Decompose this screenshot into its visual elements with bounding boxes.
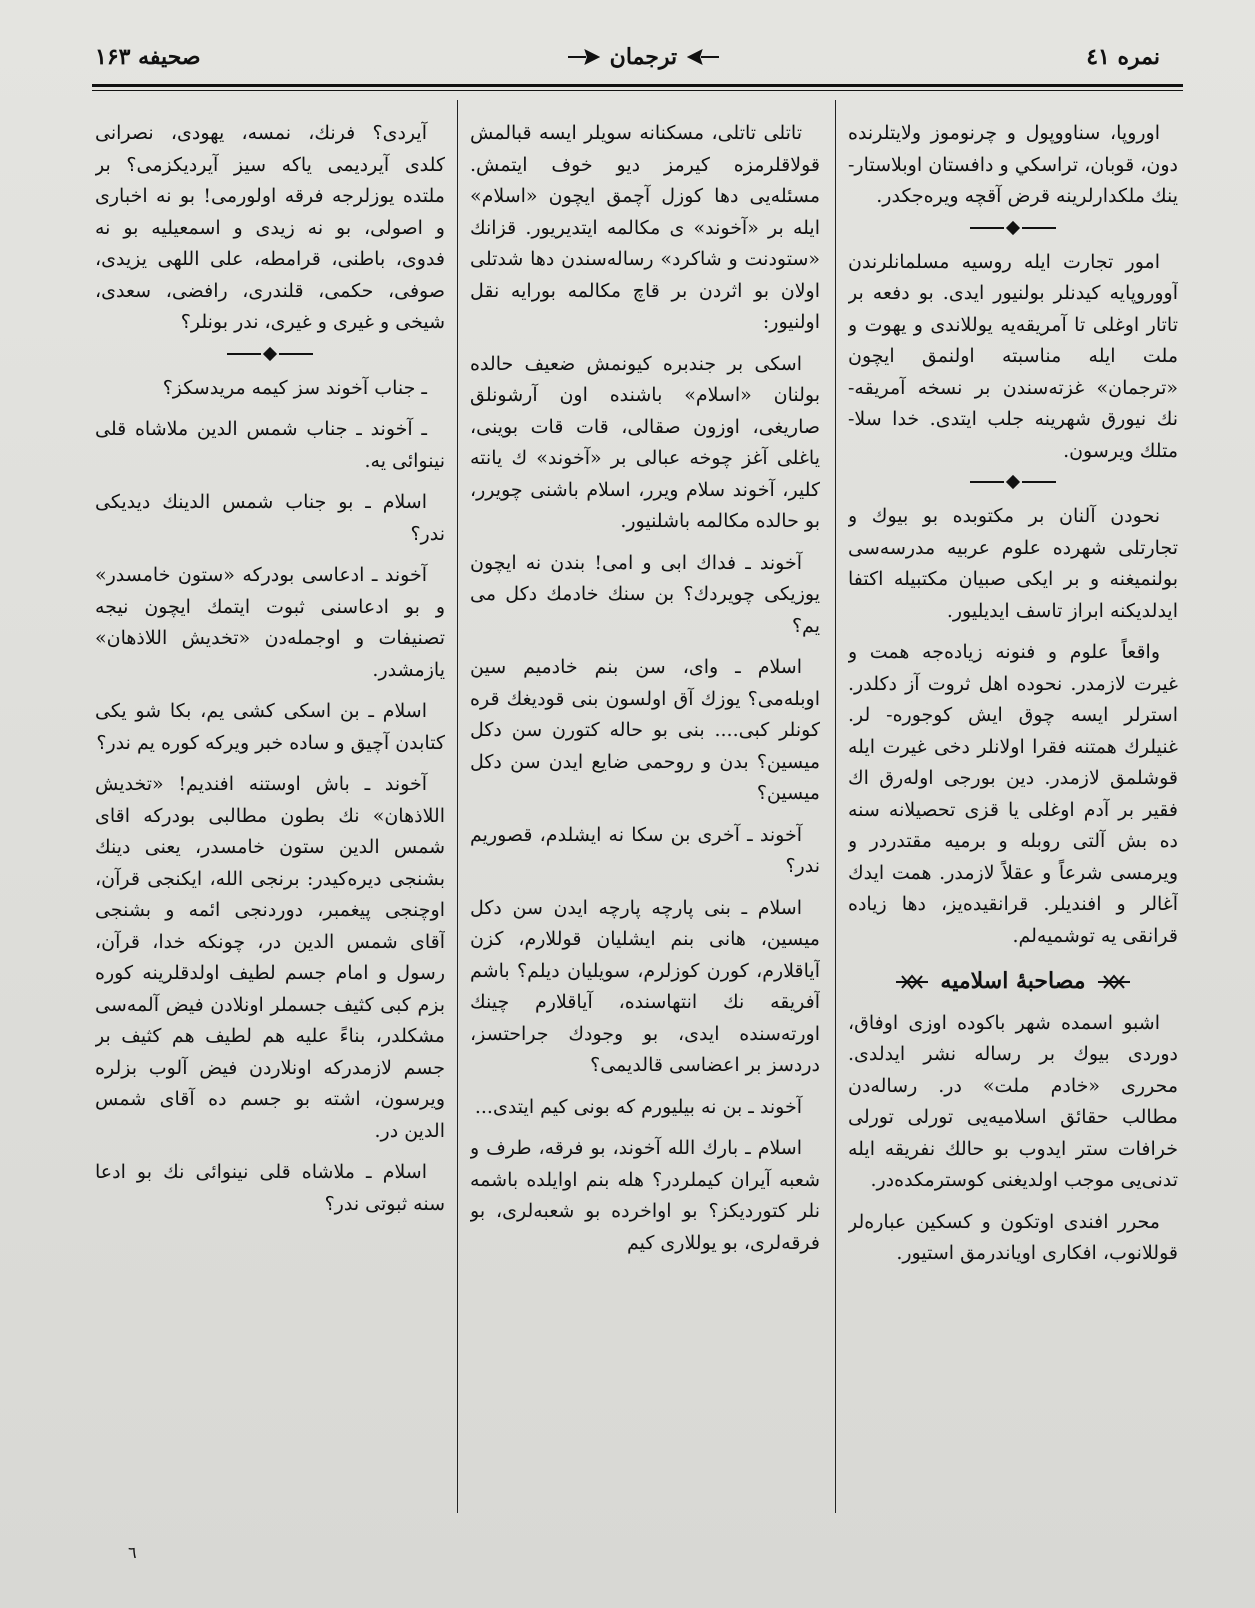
issue-number: نمره ٤١	[1086, 44, 1160, 70]
paragraph: آخوند ـ فداك ابى و امى! بندن نه ايچون يوزيكى چويردك؟ بن سنك خادمك دكل مى يم؟	[470, 551, 820, 637]
column-right	[848, 118, 1178, 1508]
paragraph: آخوند ـ ادعاسى بودركه «ستون خامسدر» و بو ادعاسنى ثبوت ايتمك ايچون نيجه تصنيفات و اوجمله‌دن «تخديش اللاذهان» يازمشدر.	[95, 564, 445, 681]
paragraph: اسكى بر جندبره كيونمش ضعيف حالده بولنان «اسلام» باشنده اون آرشونلق صاريغى، اوزون صقالى، قات قات بوينى، ياغلى آغز چوخه عبالى بر «آخوند» ك يانته كلير، آخوند سلام ويرر، اسلام باشنى چويرر، بو حالده مكالمه باشلنيور.	[470, 352, 820, 532]
paragraph: امور تجارت ايله روسيه مسلمانلرندن آووروپايه كيدنلر بولنيور ايدى. بو دفعه بر تاتار اوغلى تا آمريقه‌يه يوللاندى و يهوت و ملت ايله مناسبته اولنمق ايچون «ترجمان» غزته‌سندن بر نسخه آمريقه- نك نيورق شهرينه جلب ايتدى. خدا سلا- متلك ويرسون.	[848, 250, 1178, 462]
paragraph: واقعاً علوم و فنونه زياده‌جه همت و غيرت لازمدر. نحوده اهل ثروت آز دكلدر. استرلر ايسه چوق ايش كوجوره- لر. غنيلرك همتنه فقرا اولانلر دخى غيرت ايله قوشلمق لازمدر. دين بورجى اولەرق اك فقير بر آدم اوغلى يا قزى تحصيلانه سنه ده بش آلتى روبله و برميه مقتدردر و ويرمسى شرعاً و عقلاً لازمدر. همت ايدك آغالر و افنديلر. قرانقيده‌يز، دها زياده قرانقى يه توشميه‌لم.	[848, 641, 1178, 947]
paragraph: اشبو اسمده شهر باكوده اوزى اوفاق، دوردى بيوك بر رساله نشر ايدلدى. محررى «خادم ملت» در. رساله‌دن مطالب حقائق اسلاميه‌يى تورلى تورلى خرافات ستر ايدوب بو حالك نفريقه ايله تدنى‌يى موجب اولديغنى كوسترمكده‌در.	[848, 1011, 1178, 1191]
right-ornament-icon	[566, 48, 600, 66]
ornament-icon	[1096, 972, 1132, 992]
ornament-icon	[894, 972, 930, 992]
paragraph: اسلام ـ بن اسكى كشى يم، بكا شو يكى كتابدن آچيق و ساده خبر ويركه كوره يم ندر؟	[95, 700, 445, 754]
paragraph: اسلام ـ ملاشاه قلى نينوائى نك بو ادعا سنه ثبوتى ندر؟	[95, 1161, 445, 1215]
paragraph: اسلام ـ بنى پارچه پارچه ايدن سن دكل ميسين، هانى بنم ايشليان قوللارم، كزن آياقلارم، كورن كوزلرم، سويليان ديلم؟ باشم آفريقه نك انتهاسنده، آياقلارم چينك اورته‌سنده ايدى، بو وجودك جراحتسز، دردسز بر اعضاسى قالديمى؟	[470, 896, 820, 1076]
paragraph: محرر افندى اوتكون و كسكين عبارەلر قوللانوب، افكارى اوياندرمق استيور.	[848, 1210, 1178, 1264]
diamond-icon	[1006, 475, 1020, 489]
column-divider	[457, 100, 458, 1513]
diamond-icon	[1006, 220, 1020, 234]
paragraph: تاتلى تاتلى، مسكنانه سويلر ايسه قبالمش قولاقلرمزه كيرمز ديو خوف ايتمش. مسئله‌يى دها كوزل آچمق ايچون «اسلام» ايله بر «آخوند» ى مكالمه ايتديريور. قزانك «ستودنت و شاكرد» رساله‌سندن دها شدتلى اولان بو اثردن بر قاچ مكالمه بورايه نقل اولنيور:	[470, 122, 820, 333]
paragraph: ـ آخوند ـ جناب شمس الدين ملاشاه قلى نينوائى يه.	[95, 418, 445, 472]
column-left	[95, 118, 445, 1508]
header-rule-thin	[92, 90, 1183, 91]
page-header	[95, 40, 1160, 74]
paragraph: آخوند ـ باش اوستنه افنديم! «تخديش اللاذهان» نك بطون مطالبى بودركه اقاى شمس الدين ستون خامسدر، يعنى دينك بشنجى ديره‌كيدر: برنجى الله، ايكنجى قرآن، اوچنجى پيغمبر، دوردنجى ائمه و بشنجى آقاى شمس الدين در، چونكه خدا، قرآن، رسول و امام جسم لطيف اولدقلرينه كوره بزم كبى كثيف جسملر اونلادن فيض آلمه‌سى مشكلدر، بناءً عليه هم لطيف هم كثيف بر جسم لازمدركه اونلاردن فيض آلوب بزلره ويرسون، اشته بو جسم ده آقاى شمس الدين در.	[95, 773, 445, 1142]
paragraph: ـ جناب آخوند سز كيمه مريدسكز؟	[162, 376, 427, 399]
section-title-text: مصاحبهٔ اسلاميه	[940, 968, 1086, 994]
section-divider	[848, 223, 1178, 233]
paragraph: اسلام ـ بارك الله آخوند، بو فرقه، طرف و شعبه آيران كيملردر؟ هله بنم اوايلده باشمه نلر كتورديكز؟ بو اواخرده بو شعبه‌لرى، بو فرقه‌لرى، بو يوللارى كيم	[470, 1137, 820, 1254]
newspaper-title-text: ترجمان	[609, 44, 678, 70]
section-divider	[95, 349, 445, 359]
paragraph: اوروپا، سناووپول و چرنوموز ولايتلرنده دون، قوبان، تراسكي و دافستان اوبلاستار- ينك ملكدارلرينه قرض آقچه ويره‌جكدر.	[848, 122, 1178, 207]
column-middle	[470, 118, 820, 1508]
paragraph: آيردى؟ فرنك، نمسه، يهودى، نصرانى كلدى آيرديمى ياكه سيز آيرديكزمى؟ بر ملتده يوزلرجه فرقه اولورمى! بو نه اخبارى و اصولى، بو نه زيدى و اسمعيليه بو نه فدوى، باطنى، قرامطه، على اللهى يزيدى، صوفى، حكمى، قلندرى، رافضى، سعدى، شيخى و غيرى و غيرى، ندر بونلر؟	[95, 122, 445, 333]
paragraph: آخوند ـ بن نه بيليورم كه بونى كيم ايتدى...	[474, 1095, 802, 1118]
footer-mark: ٦	[128, 1543, 137, 1562]
section-divider	[848, 477, 1178, 487]
page-number: صحيفه ۱۶۳	[95, 44, 201, 70]
section-title	[848, 966, 1178, 998]
diamond-icon	[263, 346, 277, 360]
paragraph: آخوند ـ آخرى بن سكا نه ايشلدم، قصوريم ندر؟	[470, 823, 820, 877]
paragraph: اسلام ـ واى، سن بنم خادميم سين اوبله‌مى؟ يوزك آق اولسون بنى قوديغك قره كونلر كبى.... بنى بو حاله كتورن سن دكل ميسين؟ بدن و روحمى ضايع ايدن سن دكل ميسين؟	[470, 656, 820, 804]
header-rule	[92, 84, 1183, 87]
paragraph: نحودن آلنان بر مكتوبده بو بيوك و تجارتلى شهرده علوم عربيه مدرسه‌سى بولنميغنه و بر ايكى صبيان مكتبيله اكتفا ايدلديكنه ابراز تاسف ايديليور.	[848, 505, 1178, 622]
newspaper-title	[566, 44, 721, 70]
column-divider	[835, 100, 836, 1513]
left-ornament-icon	[687, 48, 721, 66]
paragraph: اسلام ـ بو جناب شمس الدينك ديديكى ندر؟	[95, 491, 445, 545]
